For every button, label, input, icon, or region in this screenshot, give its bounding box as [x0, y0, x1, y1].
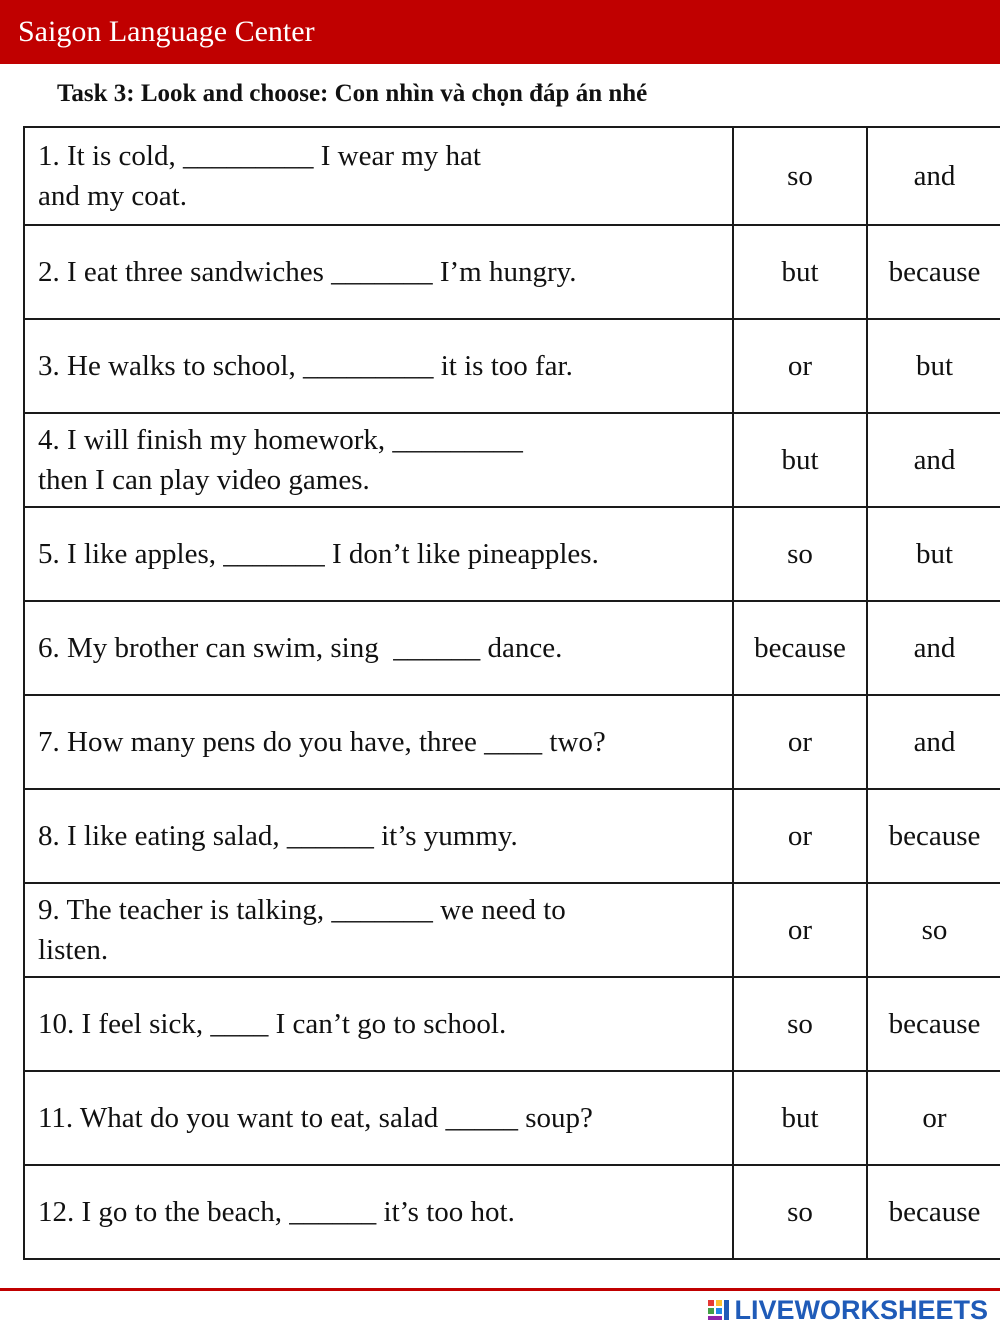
liveworksheets-logo-icon: [708, 1298, 730, 1322]
question-sentence: [24, 225, 733, 319]
brand-text: LIVEWORKSHEETS: [734, 1294, 988, 1325]
question-sentence: [24, 977, 733, 1071]
brand-footer: [708, 1294, 988, 1326]
option-a-button[interactable]: or: [733, 789, 867, 883]
task-title: Task 3: Look and choose: Con nhìn và chọn đáp án nhé: [57, 80, 648, 107]
table-row: [24, 413, 1000, 507]
option-a-button[interactable]: or: [733, 883, 867, 977]
option-a-button[interactable]: so: [733, 1165, 867, 1259]
option-a-button[interactable]: because: [733, 601, 867, 695]
option-b-button[interactable]: so: [867, 883, 1000, 977]
option-b-button[interactable]: and: [867, 127, 1000, 225]
option-a-button[interactable]: or: [733, 319, 867, 413]
footer-divider: [0, 1288, 1000, 1291]
table-row: [24, 601, 1000, 695]
option-b-button[interactable]: because: [867, 1165, 1000, 1259]
option-b-button[interactable]: and: [867, 695, 1000, 789]
header-bar: [0, 0, 1000, 64]
question-line: 9. The teacher is talking, _______ we need to: [38, 894, 566, 926]
question-line: and my coat.: [38, 180, 187, 212]
question-sentence: [24, 413, 733, 507]
option-b-button[interactable]: but: [867, 507, 1000, 601]
question-line: 12. I go to the beach, ______ it’s too hot.: [38, 1196, 515, 1228]
question-line: 2. I eat three sandwiches _______ I’m hungry.: [38, 256, 577, 288]
question-line: 10. I feel sick, ____ I can’t go to school.: [38, 1008, 507, 1040]
table-row: [24, 507, 1000, 601]
option-b-button[interactable]: because: [867, 977, 1000, 1071]
table-row: [24, 319, 1000, 413]
question-line: then I can play video games.: [38, 464, 370, 496]
option-a-button[interactable]: but: [733, 413, 867, 507]
option-a-button[interactable]: so: [733, 127, 867, 225]
question-line: 4. I will finish my homework, _________: [38, 424, 523, 456]
question-line: 6. My brother can swim, sing ______ dance.: [38, 632, 563, 664]
question-line: 5. I like apples, _______ I don’t like pineapples.: [38, 538, 599, 570]
question-sentence: [24, 601, 733, 695]
table-row: [24, 1071, 1000, 1165]
table-row: [24, 695, 1000, 789]
option-b-button[interactable]: because: [867, 789, 1000, 883]
question-line: listen.: [38, 934, 109, 966]
question-line: 7. How many pens do you have, three ____ two?: [38, 726, 606, 758]
question-sentence: [24, 1071, 733, 1165]
option-b-button[interactable]: and: [867, 413, 1000, 507]
table-row: [24, 1165, 1000, 1259]
option-a-button[interactable]: or: [733, 695, 867, 789]
question-sentence: [24, 695, 733, 789]
question-sentence: [24, 1165, 733, 1259]
header-title: Saigon Language Center: [18, 15, 315, 48]
question-line: 1. It is cold, _________ I wear my hat: [38, 140, 481, 172]
option-b-button[interactable]: because: [867, 225, 1000, 319]
option-a-button[interactable]: so: [733, 977, 867, 1071]
question-sentence: [24, 883, 733, 977]
table-row: [24, 789, 1000, 883]
option-b-button[interactable]: and: [867, 601, 1000, 695]
table-row: [24, 977, 1000, 1071]
question-line: 8. I like eating salad, ______ it’s yummy.: [38, 820, 518, 852]
question-sentence: [24, 127, 733, 225]
option-a-button[interactable]: but: [733, 225, 867, 319]
table-row: [24, 883, 1000, 977]
question-sentence: [24, 789, 733, 883]
option-a-button[interactable]: but: [733, 1071, 867, 1165]
question-sentence: [24, 319, 733, 413]
question-line: 3. He walks to school, _________ it is too far.: [38, 350, 573, 382]
table-row: [24, 225, 1000, 319]
question-sentence: [24, 507, 733, 601]
option-b-button[interactable]: but: [867, 319, 1000, 413]
table-row: [24, 127, 1000, 225]
question-line: 11. What do you want to eat, salad _____ soup?: [38, 1102, 593, 1134]
option-a-button[interactable]: so: [733, 507, 867, 601]
question-table: [23, 126, 1000, 1260]
option-b-button[interactable]: or: [867, 1071, 1000, 1165]
